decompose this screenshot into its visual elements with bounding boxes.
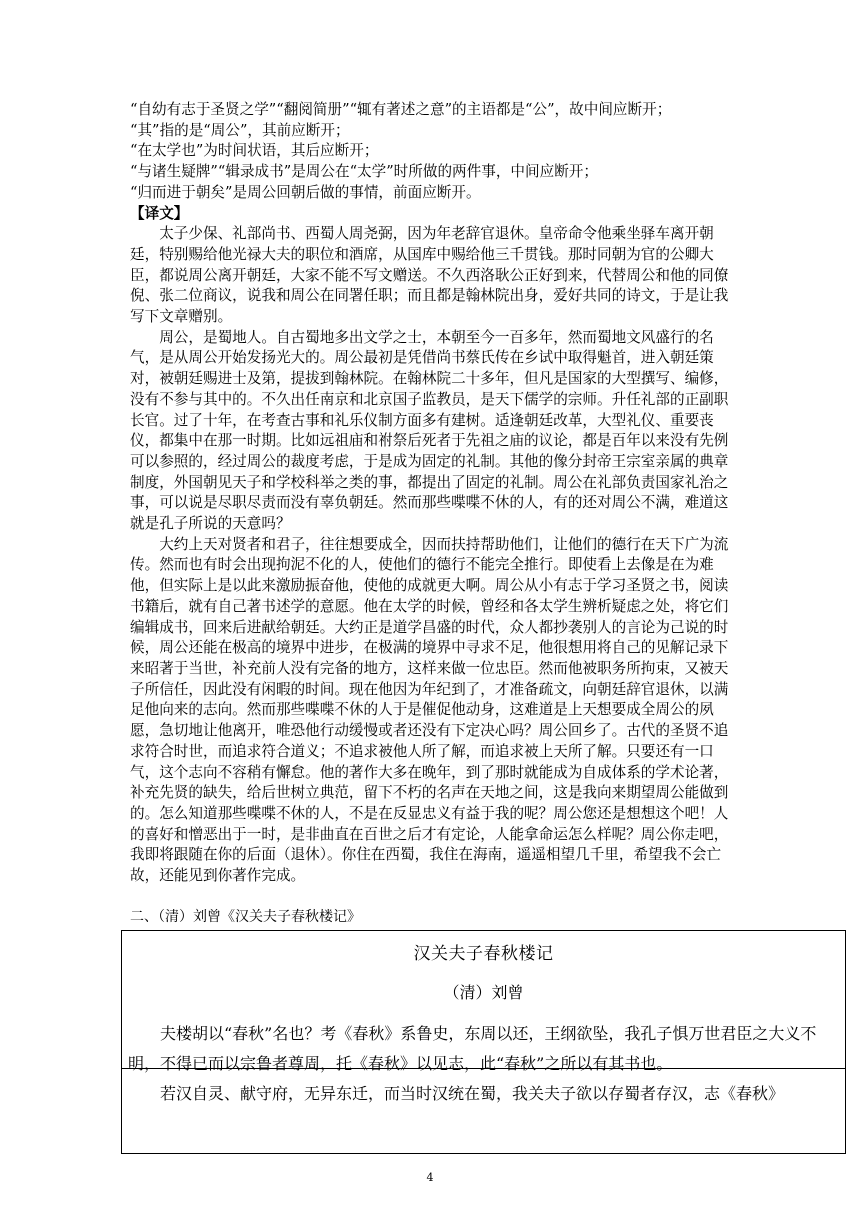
- translation-paragraph: 周公，是蜀地人。自古蜀地多出文学之士，本朝至今一百多年，然而蜀地文风盛行的名气，是从周公开始发扬光大的。周公最初是凭借尚书蔡氏传在乡试中取得魁首，进入朝廷策对，被朝廷赐进士及第，提拔到翰林院。在翰林院二十多年，但凡是国家的大型撰写、编修，没有不参与其中的。不久出任南京和北京国子监教员，是天下儒学的宗师。升任礼部的正副职长官。过了十年，在考查古事和礼乐仪制方面多有建树。适逢朝廷改革，大型礼仪、重要丧仪，都集中在那一时期。比如远祖庙和祔祭后死者于先祖之庙的议论，都是百年以来没有先例可以参照的，经过周公的裁度考虑，于是成为固定的礼制。其他的像分封帝王宗室亲属的典章制度，外国朝见天子和学校科举之类的事，都提出了固定的礼制。周公在礼部负责国家礼治之事，可以说是尽职尽责而没有辜负朝廷。然而那些喋喋不休的人，有的还对周公不满，难道这就是孔子所说的天意吗？: [130, 328, 729, 533]
- translation-paragraph: 大约上天对贤者和君子，往往想要成全，因而扶持帮助他们，让他们的德行在天下广为流传。然而也有时会出现拘泥不化的人，使他们的德行不能完全推行。即使看上去像是在为难他，但实际上是以此来激励振奋他，使他的成就更大啊。周公从小有志于学习圣贤之书，阅读书籍后，就有自己著书述学的意愿。他在太学的时候，曾经和各太学生辨析疑虑之处，将它们编辑成书，回来后进献给朝廷。大约正是道学昌盛的时代，众人都抄袭别人的言论为己说的时候，周公还能在极高的境界中进步，在极满的境界中寻求不足，他很想用将自己的见解记录下来昭著于当世，补充前人没有完备的地方，这样来做一位忠臣。然而他被职务所拘束，又被天子所信任，因此没有闲暇的时间。现在他因为年纪到了，才准备疏文，向朝廷辞官退休，以满足他向来的志向。然而那些喋喋不休的人于是催促他动身，这难道是上天想要成全周公的夙愿，急切地让他离开，唯恐他行动缓慢或者还没有下定决心吗？周公回乡了。古代的圣贤不追求符合时世，而追求符合道义；不追求被他人所了解，而追求被上天所了解。只要还有一口气，这个志向不容稍有懈怠。他的著作大多在晚年，到了那时就能成为自成体系的学术论著，补充先贤的缺失，给后世树立典范，留下不朽的名声在天地之间，这是我向来期望周公能做到的。怎么知道那些喋喋不休的人，不是在反显忠义有益于我的呢？周公您还是想想这个吧！人的喜好和憎恶出于一时，是非曲直在百世之后才有定论，人能拿命运怎么样呢？周公你走吧，我即将跟随在你的后面（退休）。你住在西蜀，我住在海南，遥遥相望几千里，希望我不会亡故，还能见到你著作完成。: [130, 535, 729, 885]
- analysis-line: “在太学也”为时间状语，其后应断开；: [130, 142, 379, 160]
- section-title: 二、（清）刘曾《汉关夫子春秋楼记》: [130, 908, 361, 925]
- box-paragraph: 若汉自灵、献守府，无异东迁，而当时汉统在蜀，我关夫子欲以存蜀者存汉，志《春秋》: [160, 1084, 785, 1103]
- box-divider: [122, 1068, 845, 1069]
- box-author: （清）刘曾: [443, 983, 524, 1002]
- box-paragraph: 夫楼胡以“春秋”名也？考《春秋》系鲁史，东周以还，王纲欲坠，我孔子惧万世君臣之大义不明，不得已而以宗鲁者尊周，托《春秋》以见志，此“春秋”之所以有其书也。: [128, 1024, 817, 1073]
- document-body: [130, 100, 734, 927]
- source-text-box: [121, 930, 846, 1154]
- analysis-line: “与诸生疑牌”“辑录成书”是周公在“太学”时所做的两件事，中间应断开；: [130, 163, 598, 181]
- box-title: 汉关夫子春秋楼记: [413, 944, 554, 964]
- analysis-line: “其”指的是“周公”，其前应断开；: [130, 121, 350, 139]
- translation-heading: 【译文】: [130, 204, 189, 222]
- analysis-line: “自幼有志于圣贤之学”“翻阅简册”“辄有著述之意”的主语都是“公”，故中间应断开；: [130, 101, 672, 118]
- page-number: 4: [426, 1171, 434, 1184]
- translation-paragraph: 太子少保、礼部尚书、西蜀人周尧弼，因为年老辞官退休。皇帝命令他乘坐驿车离开朝廷，特别赐给他光禄大夫的职位和酒席，从国库中赐给他三千贯钱。那时同朝为官的公卿大臣，都说周公离开朝廷，大家不能不写文赠送。不久西洛耿公正好到来，代替周公和他的同僚倪、张二位商议，说我和周公在同署任职；而且都是翰林院出身，爱好共同的诗文，于是让我写下文章赠别。: [130, 225, 729, 326]
- analysis-line: “归而进于朝矣”是周公回朝后做的事情，前面应断开。: [130, 183, 481, 201]
